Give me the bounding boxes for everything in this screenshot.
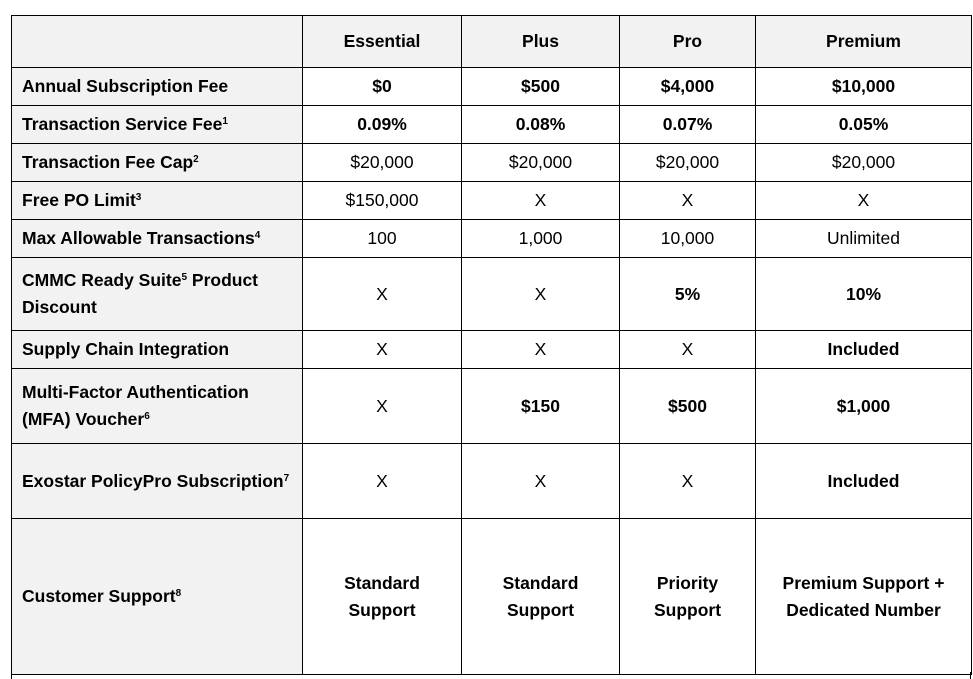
cell-essential: X xyxy=(303,258,462,331)
cell-essential: X xyxy=(303,369,462,444)
continued-table-edge xyxy=(11,672,971,679)
footnote-marker: 7 xyxy=(283,472,290,484)
cell-premium: $1,000 xyxy=(756,369,972,444)
cell-pro: 5% xyxy=(620,258,756,331)
column-header-essential: Essential xyxy=(303,16,462,68)
cell-plus: 0.08% xyxy=(462,106,620,144)
cell-premium: Included xyxy=(756,331,972,369)
cell-pro: $4,000 xyxy=(620,68,756,106)
row-label: Transaction Fee Cap$^2$ xyxy=(12,144,303,182)
cell-essential: 100 xyxy=(303,220,462,258)
cell-essential: $150,000 xyxy=(303,182,462,220)
row-label: Transaction Service Fee$^1$ xyxy=(12,106,303,144)
cell-pro: X xyxy=(620,331,756,369)
row-label: Customer Support$^8$ xyxy=(12,519,303,675)
table-row xyxy=(12,519,972,675)
cell-plus: X xyxy=(462,182,620,220)
cell-essential: $0 xyxy=(303,68,462,106)
cell-essential: Standard Support xyxy=(303,519,462,675)
row-label: Multi-Factor Authentication (MFA) Voucher$^6$ xyxy=(12,369,303,444)
cell-pro: X xyxy=(620,444,756,519)
row-label: Exostar PolicyPro Subscription$^7$ xyxy=(12,444,303,519)
cell-premium: Premium Support + Dedicated Number xyxy=(756,519,972,675)
cell-essential: X xyxy=(303,331,462,369)
cell-plus: X xyxy=(462,331,620,369)
cell-premium: $20,000 xyxy=(756,144,972,182)
footnote-marker: 5 xyxy=(181,272,188,283)
cell-essential: X xyxy=(303,444,462,519)
cell-plus: $150 xyxy=(462,369,620,444)
cell-premium: $10,000 xyxy=(756,68,972,106)
cell-pro: $20,000 xyxy=(620,144,756,182)
table-row xyxy=(12,182,972,220)
corner-header-cell xyxy=(12,16,303,68)
row-label: CMMC Ready Suite$^5$ Product Discount xyxy=(12,258,303,331)
column-header-plus: Plus xyxy=(462,16,620,68)
cell-essential: 0.09% xyxy=(303,106,462,144)
cell-pro: $500 xyxy=(620,369,756,444)
table-row xyxy=(12,331,972,369)
cell-plus: X xyxy=(462,444,620,519)
cell-plus: X xyxy=(462,258,620,331)
cell-premium: 10% xyxy=(756,258,972,331)
cell-premium: Unlimited xyxy=(756,220,972,258)
footnote-marker: 8 xyxy=(175,588,182,599)
cell-essential: $20,000 xyxy=(303,144,462,182)
column-header-premium: Premium xyxy=(756,16,972,68)
footnote-marker: 2 xyxy=(193,154,199,165)
cell-premium: X xyxy=(756,182,972,220)
column-header-pro: Pro xyxy=(620,16,756,68)
row-label: Annual Subscription Fee xyxy=(12,68,303,106)
cell-premium: 0.05% xyxy=(756,106,972,144)
table-row xyxy=(12,106,972,144)
footnote-marker: 4 xyxy=(254,230,261,241)
cell-plus: 1,000 xyxy=(462,220,620,258)
table-row xyxy=(12,144,972,182)
cell-premium: Included xyxy=(756,444,972,519)
table-row xyxy=(12,220,972,258)
cell-plus: $20,000 xyxy=(462,144,620,182)
cell-plus: $500 xyxy=(462,68,620,106)
table-row xyxy=(12,444,972,519)
cell-pro: 10,000 xyxy=(620,220,756,258)
cell-pro: X xyxy=(620,182,756,220)
footnote-marker: 1 xyxy=(222,116,228,127)
row-label: Free PO Limit$^3$ xyxy=(12,182,303,220)
table-row xyxy=(12,258,972,331)
footnote-marker: 6 xyxy=(144,411,150,422)
cell-pro: Priority Support xyxy=(620,519,756,675)
pricing-comparison-table xyxy=(11,15,972,675)
header-row xyxy=(12,16,972,68)
footnote-marker: 3 xyxy=(135,192,142,203)
table-row xyxy=(12,369,972,444)
table-row xyxy=(12,68,972,106)
row-label: Supply Chain Integration xyxy=(12,331,303,369)
cell-pro: 0.07% xyxy=(620,106,756,144)
cell-plus: Standard Support xyxy=(462,519,620,675)
row-label: Max Allowable Transactions$^4$ xyxy=(12,220,303,258)
